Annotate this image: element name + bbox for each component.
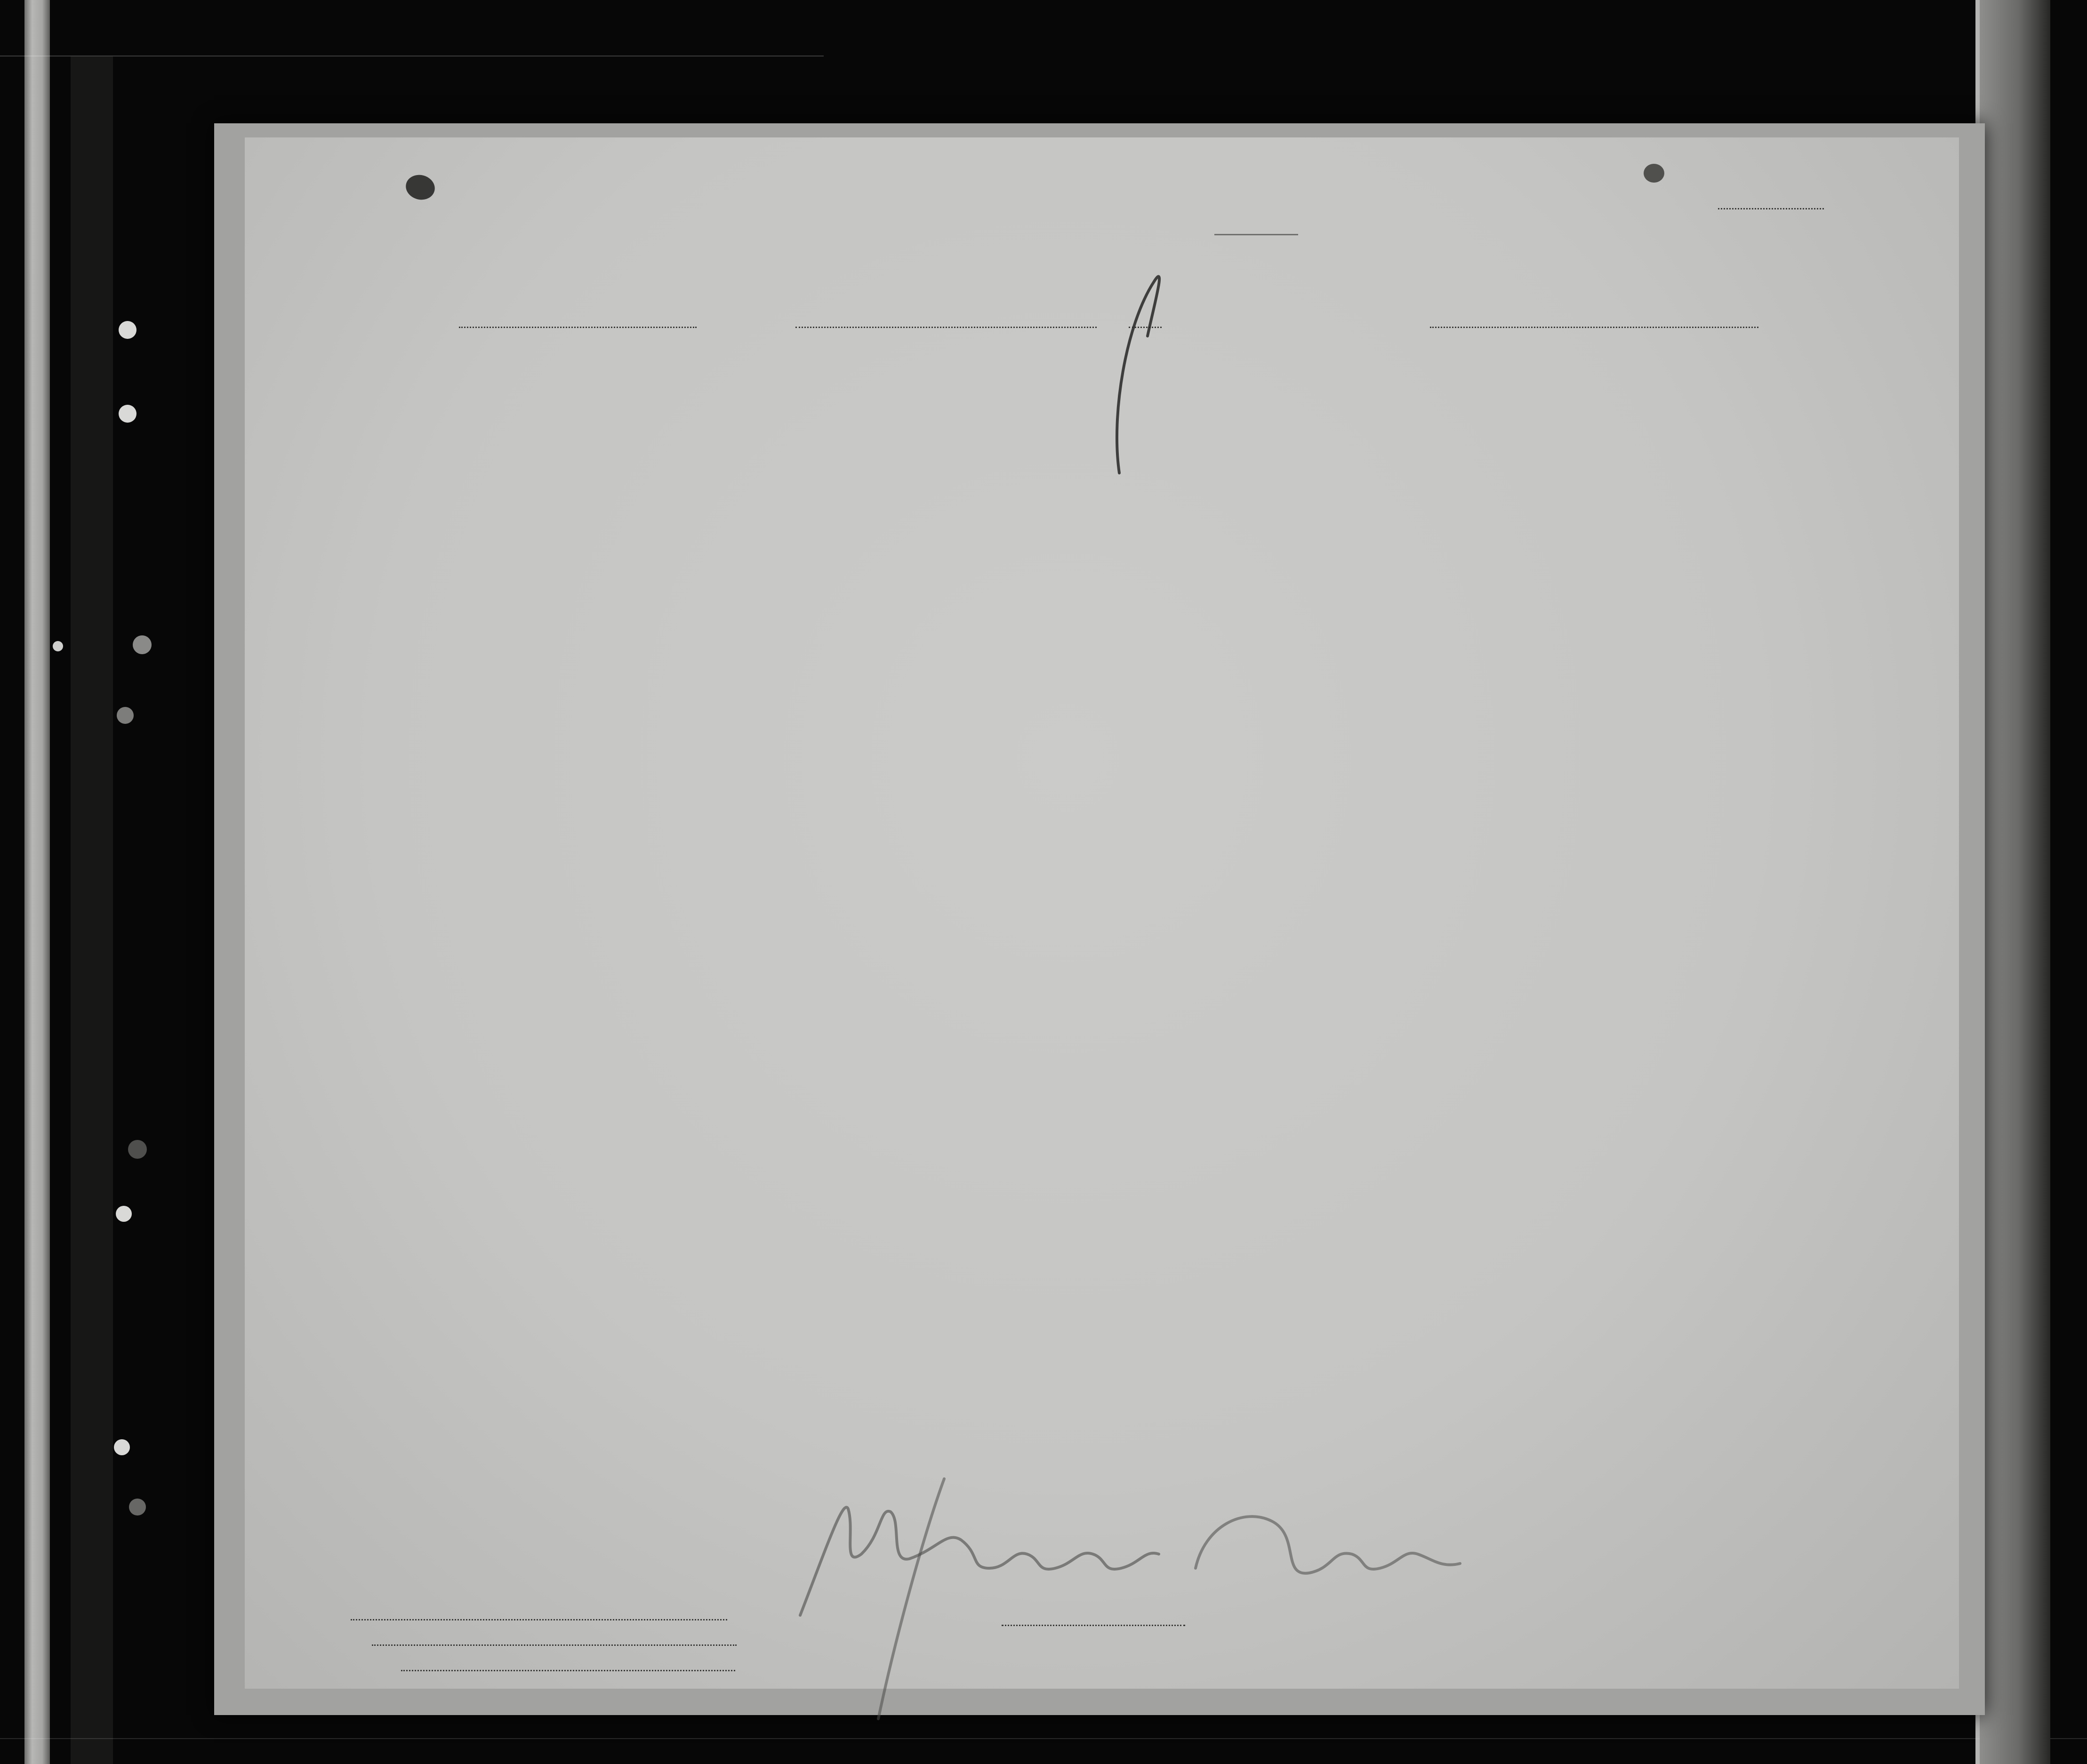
punch-hole [116, 1206, 132, 1222]
manifest-paper [245, 137, 1959, 1689]
film-edge-shadow-left [71, 56, 113, 1764]
punch-hole [128, 1140, 147, 1159]
punch-hole [119, 321, 136, 339]
film-edge-strip-left [24, 0, 50, 1764]
inspector-signature-line [1002, 1625, 1185, 1626]
footer-agents-rule [401, 1670, 735, 1671]
film-edge-strip-right [1980, 0, 2050, 1764]
punch-hole [114, 1439, 130, 1455]
punch-hole [117, 707, 134, 724]
punch-hole [119, 405, 136, 423]
arrival-line [795, 327, 1097, 328]
ink-blot [1644, 164, 1664, 183]
footer-owners-rule [372, 1644, 737, 1646]
from-port-line [1430, 327, 1758, 328]
film-scratch [0, 1738, 2087, 1739]
punch-hole [53, 641, 63, 651]
vessel-line [459, 327, 697, 328]
title-underline [1214, 234, 1298, 235]
year-line [1129, 327, 1162, 328]
sheet-no-line [1718, 208, 1824, 209]
punch-hole [129, 1499, 146, 1515]
footer-line-rule [351, 1619, 727, 1620]
punch-hole [133, 635, 152, 654]
